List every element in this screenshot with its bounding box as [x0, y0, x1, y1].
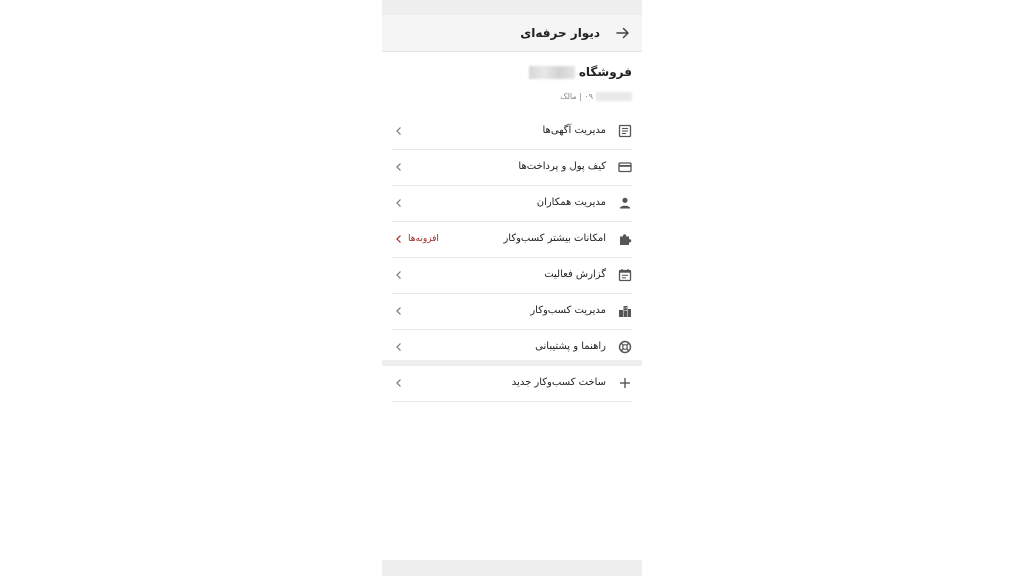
menu-item-ads[interactable]: [392, 114, 632, 150]
menu-item-label: مدیریت کسب‌وکار: [530, 305, 606, 316]
menu-item-label: امکانات بیشتر کسب‌وکار: [503, 233, 606, 244]
chevron-left-icon: [395, 342, 403, 352]
app-header: [382, 15, 642, 52]
chevron-left-icon: [395, 306, 403, 316]
chevron-left-icon: [395, 234, 403, 244]
arrow-right-icon[interactable]: [614, 24, 632, 42]
menu-item-label: کیف پول و پرداخت‌ها: [518, 161, 606, 172]
menu-item-label: راهنما و پشتیبانی: [535, 341, 606, 352]
create-business-label: ساخت کسب‌وکار جدید: [511, 377, 606, 388]
chevron-left-icon: [395, 270, 403, 280]
menu-list: [392, 114, 632, 366]
status-bar: [382, 0, 642, 15]
chevron-left-icon: [395, 198, 403, 208]
create-business-button[interactable]: [392, 366, 632, 402]
menu-item-activity-report[interactable]: [392, 258, 632, 294]
credit-card-icon: [618, 160, 632, 174]
business-role: ۰۹ | مالک: [560, 91, 593, 101]
business-name: فروشگاه: [578, 65, 632, 79]
menu-item-business-management[interactable]: [392, 294, 632, 330]
page-title: دیوار حرفه‌ای: [520, 26, 600, 40]
redacted-phone: [596, 92, 632, 101]
plus-icon: [618, 376, 632, 390]
business-role-row: [560, 89, 632, 103]
lifebuoy-icon: [618, 340, 632, 354]
menu-item-wallet[interactable]: [392, 150, 632, 186]
menu-item-label: گزارش فعالیت: [544, 269, 606, 280]
chevron-left-icon: [395, 378, 403, 388]
menu-item-label: مدیریت آگهی‌ها: [542, 125, 606, 136]
menu-item-extensions[interactable]: [392, 222, 632, 258]
chevron-left-icon: [395, 162, 403, 172]
puzzle-icon: [618, 232, 632, 246]
document-list-icon: [618, 124, 632, 138]
navigation-bar: [382, 560, 642, 576]
buildings-icon: [618, 304, 632, 318]
app-screen: [382, 0, 642, 576]
person-icon: [618, 196, 632, 210]
addons-badge: افزونه‌ها: [408, 234, 439, 244]
redacted-name: [529, 66, 575, 79]
calendar-report-icon: [618, 268, 632, 282]
business-name-row: [529, 63, 632, 81]
menu-item-label: مدیریت همکاران: [536, 197, 606, 208]
chevron-left-icon: [395, 126, 403, 136]
menu-item-colleagues[interactable]: [392, 186, 632, 222]
